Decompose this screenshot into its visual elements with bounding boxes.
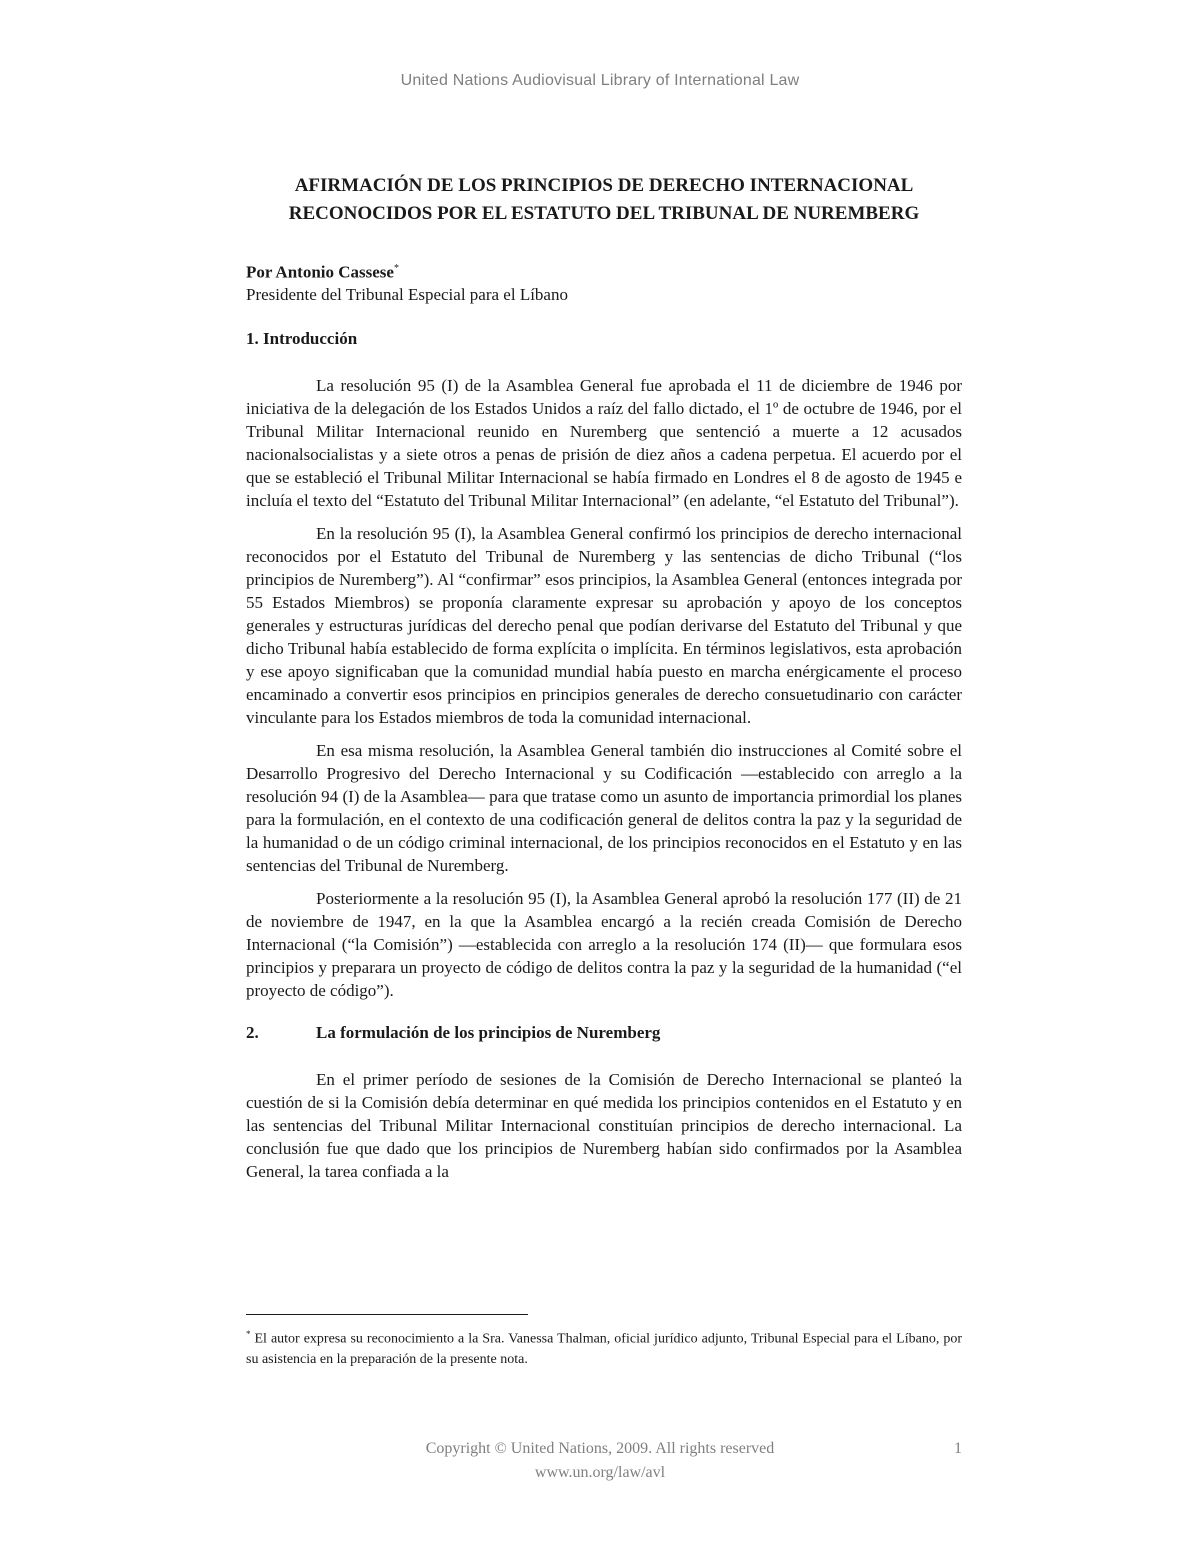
section-heading-2: [246, 1022, 962, 1044]
document-title: [246, 172, 962, 228]
footnote-separator: [246, 1314, 528, 1315]
section-heading-1: [246, 328, 962, 350]
document-body: [246, 172, 962, 1193]
title-line-2: RECONOCIDOS POR EL ESTATUTO DEL TRIBUNAL DE NUREMBERG: [288, 203, 920, 224]
footer-copyright: Copyright © United Nations, 2009. All rights reserved: [425, 1440, 775, 1457]
paragraph: En la resolución 95 (I), la Asamblea General confirmó los principios de derecho internacional reconocidos por el Estatuto del Tribunal de Nuremberg y las sentencias de dicho Tribunal (“los principios de Nuremberg”). Al “confirmar” esos principios, la Asamblea General (entonces integrada por 55 Estados Miembros) se proponía claramente expresar su aprobación y apoyo de los conceptos generales y estructuras jurídicas del derecho penal que podían derivarse del Estatuto del Tribunal y que dicho Tribunal había establecido de forma explícita o implícita. En términos legislativos, esta aprobación y ese apoyo significaban que la comunidad mundial había puesto en marcha enérgicamente el proceso encaminado a convertir esos principios en principios generales de derecho consuetudinario con carácter vinculante para los Estados miembros de toda la comunidad internacional.: [246, 523, 962, 727]
page-footer: [0, 1437, 1200, 1485]
title-line-1: AFIRMACIÓN DE LOS PRINCIPIOS DE DERECHO INTERNACIONAL: [294, 175, 914, 196]
footnote-text: El autor expresa su reconocimiento a la Sra. Vanessa Thalman, oficial jurídico adjunto, Tribunal Especial para el Líbano, por su asistencia en la preparación de la presente nota.: [246, 1331, 962, 1367]
paragraph: La resolución 95 (I) de la Asamblea General fue aprobada el 11 de diciembre de 1946 por iniciativa de la delegación de los Estados Unidos a raíz del fallo dictado, el 1º de octubre de 1946, por el Tribunal Militar Internacional reunido en Nuremberg que sentenció a muerte a 12 acusados nacionalsocialistas y a siete otros a penas de prisión de diez años a cadena perpetua. El acuerdo por el que se estableció el Tribunal Militar Internacional se había firmado en Londres el 8 de agosto de 1945 e incluía el texto del “Estatuto del Tribunal Militar Internacional” (en adelante, “el Estatuto del Tribunal”).: [246, 375, 962, 510]
section-title: Introducción: [263, 328, 358, 348]
author-footnote-mark[interactable]: *: [393, 263, 399, 274]
author-role: Presidente del Tribunal Especial para el Líbano: [246, 284, 568, 304]
section-title: La formulación de los principios de Nuremberg: [316, 1022, 661, 1042]
section-number: 1.: [246, 328, 259, 348]
section-number: 2.: [246, 1022, 259, 1042]
page-header: United Nations Audiovisual Library of International Law: [400, 72, 800, 89]
paragraph: En el primer período de sesiones de la Comisión de Derecho Internacional se planteó la cuestión de si la Comisión debía determinar en qué medida los principios contenidos en el Estatuto y en las sentencias del Tribunal Militar Internacional constituían principios de derecho internacional. La conclusión fue que dado que los principios de Nuremberg habían sido confirmados por la Asamblea General, la tarea confiada a la: [246, 1069, 962, 1181]
page-number: 1: [954, 1440, 962, 1457]
footnote: [246, 1324, 962, 1370]
paragraph: Posteriormente a la resolución 95 (I), la Asamblea General aprobó la resolución 177 (II) de 21 de noviembre de 1947, en la que la Asamblea encargó a la recién creada Comisión de Derecho Internacional (“la Comisión”) —establecida con arreglo a la resolución 174 (II)— que formulara esos principios y preparara un proyecto de código de delitos contra la paz y la seguridad de la humanidad (“el proyecto de código”).: [246, 888, 962, 1000]
footnote-mark: *: [246, 1329, 251, 1339]
author-name: Por Antonio Cassese*: [246, 262, 399, 282]
footer-url[interactable]: www.un.org/law/avl: [534, 1464, 666, 1481]
paragraph: En esa misma resolución, la Asamblea General también dio instrucciones al Comité sobre el Desarrollo Progresivo del Derecho Internacional y su Codificación —establecido con arreglo a la resolución 94 (I) de la Asamblea— para que tratase como un asunto de importancia primordial los planes para la formulación, en el contexto de una codificación general de delitos contra la paz y la seguridad de la humanidad o de un código criminal internacional, de los principios reconocidos en el Estatuto y en las sentencias del Tribunal de Nuremberg.: [246, 740, 962, 875]
